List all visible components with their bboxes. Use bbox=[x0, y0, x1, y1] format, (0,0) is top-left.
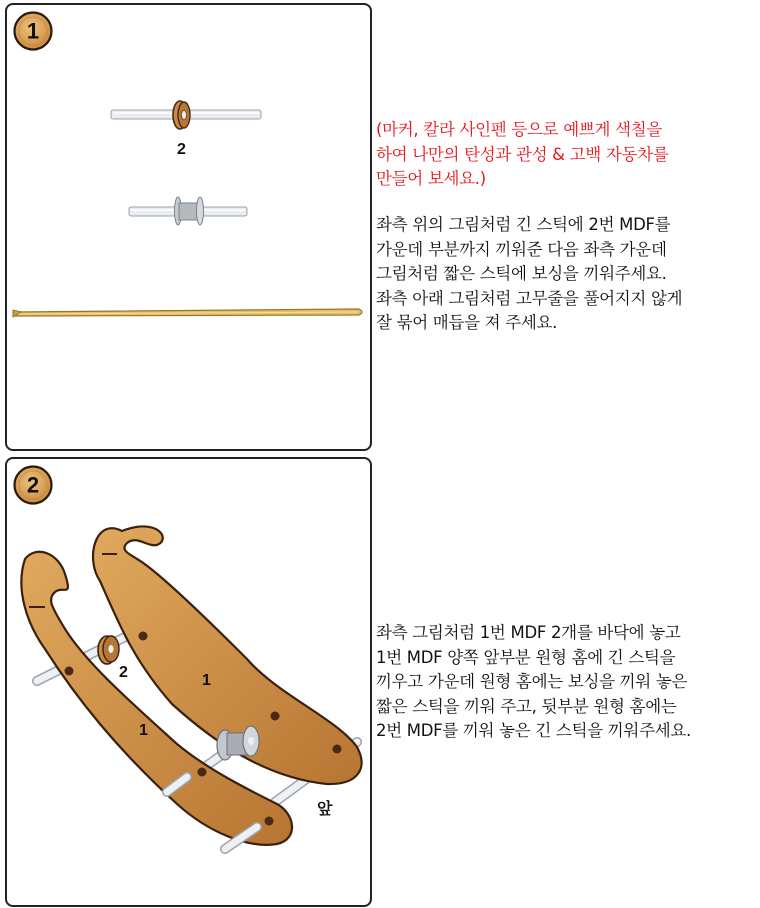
instruction-line: 잘 묶어 매듭을 져 주세요. bbox=[376, 313, 558, 332]
rubber-band bbox=[13, 309, 362, 317]
step-1-illustration bbox=[7, 5, 370, 449]
step-1-number: 1 bbox=[26, 18, 40, 44]
note-line: (마커, 칼라 사인펜 등으로 예쁘게 색칠을 bbox=[376, 120, 663, 139]
instruction-line: 2번 MDF를 끼워 놓은 긴 스틱을 끼워주세요. bbox=[376, 721, 691, 740]
instruction-line: 좌측 그림처럼 1번 MDF 2개를 바닥에 놓고 bbox=[376, 623, 681, 642]
long-stick-with-mdf-2 bbox=[111, 101, 261, 129]
instruction-line: 좌측 위의 그림처럼 긴 스틱에 2번 MDF를 bbox=[376, 215, 671, 234]
mdf-part-2 bbox=[98, 636, 119, 664]
step-2-panel bbox=[5, 457, 372, 907]
label-right-board-1: 1 bbox=[202, 672, 211, 689]
instruction-line: 1번 MDF 양쪽 앞부분 원형 홈에 긴 스틱을 bbox=[376, 647, 676, 667]
instruction-line: 짧은 스틱을 끼워 주고, 뒷부분 원형 홈에는 bbox=[376, 696, 677, 716]
step-2-instructions bbox=[376, 621, 691, 744]
label-part-2: 2 bbox=[119, 664, 128, 681]
label-left-board-1: 1 bbox=[139, 722, 148, 739]
label-front: 앞 bbox=[317, 801, 333, 818]
step-2-illustration bbox=[7, 459, 370, 905]
short-stick-with-bushing bbox=[129, 197, 247, 225]
instruction-line: 끼우고 가운데 원형 홈에는 보싱을 끼워 놓은 bbox=[376, 672, 688, 691]
step-1-instructions bbox=[376, 213, 682, 336]
step-1-panel bbox=[5, 3, 372, 451]
part-2-label: 2 bbox=[177, 141, 186, 158]
note-line: 하여 나만의 탄성과 관성 & 고백 자동차를 bbox=[376, 144, 669, 164]
step-2-number: 2 bbox=[26, 472, 40, 498]
instruction-line: 그림처럼 짧은 스틱에 보싱을 끼워주세요. bbox=[376, 264, 667, 283]
step-1-note bbox=[376, 118, 668, 192]
instruction-line: 좌측 아래 그림처럼 고무줄을 풀어지지 않게 bbox=[376, 288, 683, 308]
note-line: 만들어 보세요.) bbox=[376, 169, 486, 188]
instruction-line: 가운데 부분까지 끼워준 다음 좌측 가운데 bbox=[376, 239, 667, 259]
